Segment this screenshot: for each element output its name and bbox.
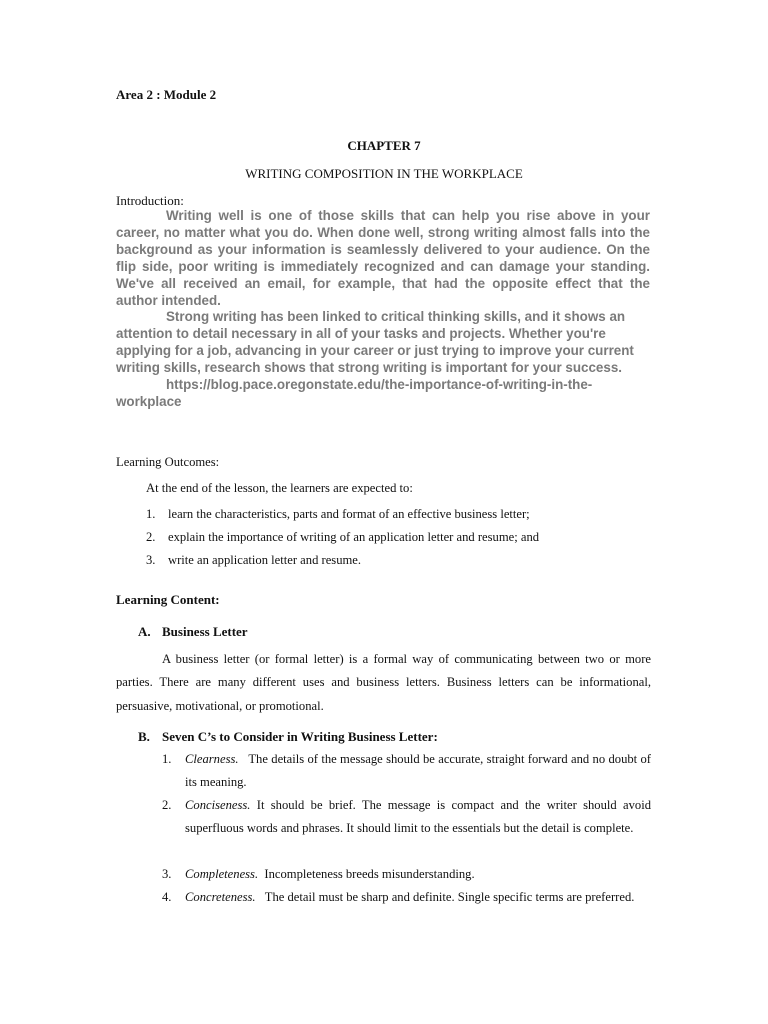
learning-outcomes-label: Learning Outcomes: (116, 455, 220, 469)
chapter-label: CHAPTER 7 (347, 138, 421, 153)
list-item-number: 1. (146, 507, 156, 521)
term: Completeness. (185, 867, 259, 881)
business-letter-paragraph (116, 648, 651, 718)
term-description: Incompleteness breeds misunderstanding. (264, 867, 475, 881)
term: Clearness. (185, 752, 239, 766)
term: Conciseness. (185, 798, 251, 812)
list-item-number: 3. (146, 553, 156, 567)
area-module-heading: Area 2 : Module 2 (116, 87, 217, 102)
list-item: learn the characteristics, parts and format of an effective business letter; (168, 507, 530, 521)
introduction-label: Introduction: (116, 193, 184, 208)
list-item-number: 3. (162, 867, 172, 881)
paragraph-text: A business letter (or formal letter) is a formal way of communicating between two or more parties. There are many different uses and business letters. Business letters can be informational, persuasive, motivational, or promotional. (116, 652, 651, 713)
introduction-paragraph: Strong writing has been linked to critical thinking skills, and it shows an attention to detail necessary in all of your tasks and projects. Whether you're applying for a job, advancing in your career or just trying to improve your current writing skills, research shows that strong writing is important for your success. (116, 309, 634, 376)
term-description: The details of the message should be accurate, straight forward and no doubt of its meaning. (185, 752, 651, 790)
list-item (185, 794, 651, 841)
introduction-body (116, 208, 650, 411)
section-letter: A. (138, 624, 151, 639)
term: Concreteness. (185, 890, 256, 904)
list-item: write an application letter and resume. (168, 553, 362, 567)
list-item-number: 4. (162, 890, 172, 904)
list-item (185, 886, 651, 909)
learning-outcomes-lead: At the end of the lesson, the learners are expected to: (146, 481, 413, 495)
source-link[interactable]: https://blog.pace.oregonstate.edu/the-importance-of-writing-in-the-workplace (116, 377, 593, 409)
term-description: It should be brief. The message is compact and the writer should avoid superfluous words and phrases. It should limit to the essentials but the detail is complete. (185, 798, 651, 836)
list-item-number: 2. (162, 798, 172, 812)
list-item-number: 1. (162, 752, 172, 766)
introduction-paragraph: Writing well is one of those skills that can help you rise above in your career, no matter what you do. When done well, strong writing almost falls into the background as your information is seamlessly delivered to your audience. On the flip side, poor writing is immediately recognized and can damage your standing. We've all received an email, for example, that had the opposite effect that the author intended. (116, 208, 650, 308)
term-description: The detail must be sharp and definite. Single specific terms are preferred. (264, 890, 635, 904)
list-item (185, 863, 651, 886)
list-item (185, 748, 651, 795)
list-item: explain the importance of writing of an application letter and resume; and (168, 530, 540, 544)
chapter-title: WRITING COMPOSITION IN THE WORKPLACE (245, 166, 523, 181)
learning-content-label: Learning Content: (116, 592, 220, 607)
section-letter: B. (138, 729, 150, 744)
list-item-number: 2. (146, 530, 156, 544)
section-title: Seven C’s to Consider in Writing Business Letter: (162, 729, 438, 744)
section-title: Business Letter (162, 624, 248, 639)
